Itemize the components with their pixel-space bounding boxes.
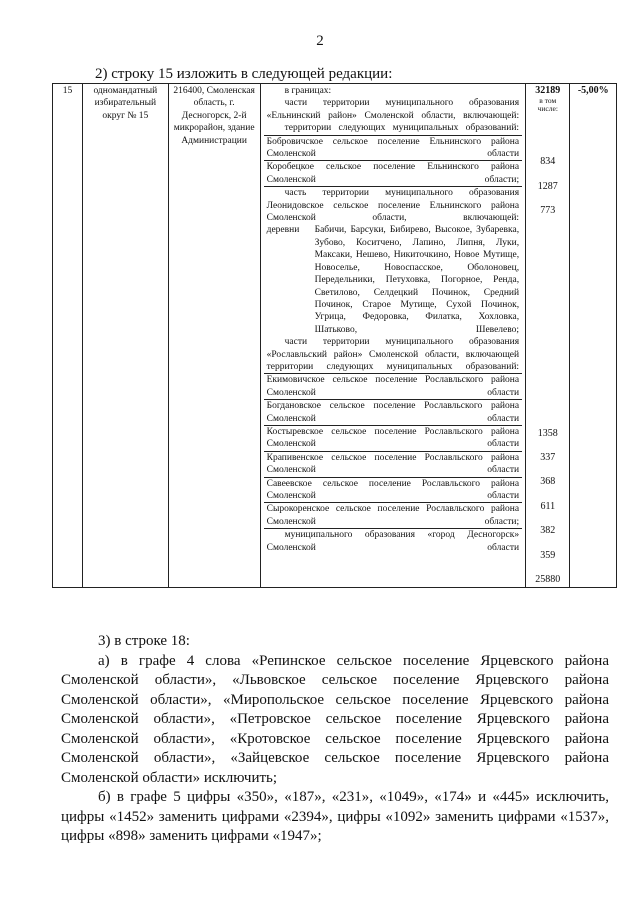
kostyrevskoe-settlement: Костыревское сельское поселение Рославльского района Смоленской области [264,425,522,451]
para-3-title: 3) в строке 18: [98,633,190,649]
amendment-intro: 2) строку 15 изложить в следующей редакции: [95,66,393,82]
krapivenskoe-count: 611 [540,500,556,512]
saveevskoe-count: 382 [540,525,556,537]
syrokorenskoe-settlement: Сырокоренское сельское поселение Рославльского района Смоленской области; [264,502,522,528]
korobetskoe-settlement: Коробецкое сельское поселение Ельнинского района Смоленской области; [264,160,522,186]
leonidovskoe-part: часть территории муниципального образования Леонидовское сельское поселение Ельнинского района Смоленской области, включающей: [264,186,522,224]
commission-address: 216400, Смоленская область, г. Десногорск, 2-й микрорайон, здание Администрации [168,84,260,588]
villages-list: Бабичи, Барсуки, Бибирево, Высокое, Зубаревка, Зубово, Коситчено, Лапино, Липня, Луки, Максаки, Нешево, Никиточкино, Новое Мутище, Новоселье, Новоспасское, Оболоновец, Передельники, Петуховка, Погорное, Ренда, Светилово, Селдецкий Починок, Средний Починок, Старое Мутище, Сухой Починок, Угрица, Федоровка, Филатка, Хохловка, Шатьково, Шевелево; [314,225,520,335]
bogdanovskoe-settlement: Богдановское сельское поселение Рославльского района Смоленской области [264,399,522,425]
krapivenskoe-settlement: Крапивенское сельское поселение Рославльского района Смоленской области [264,451,522,477]
total-voters: 32189 [535,85,561,96]
desnogorsk-municipality: муниципального образования «город Десногорск» Смоленской области [264,528,522,554]
table-row [53,84,617,588]
villages-label: деревни [266,225,300,236]
ekimovichskoe-count: 1358 [537,427,558,439]
desnogorsk-count: 25880 [535,574,561,586]
kostyrevskoe-count: 368 [540,476,556,488]
para-3b: б) в графе 5 цифры «350», «187», «231», «1049», «174» и «445» исключить, цифры «1452» заменить цифрами «2394», цифры «1092» заменить цифрами «1537», цифры «898» заменить цифрами «1947»; [61,789,609,844]
district-boundaries [260,84,525,588]
row-number: 15 [53,84,83,588]
deviation-percent: -5,00% [570,84,617,588]
district-table [52,83,617,588]
voter-counts [526,84,570,588]
page-number: 2 [316,33,324,49]
syrokorenskoe-count: 359 [540,549,556,561]
roslavlsky-part: части территории муниципального образования «Рославльский район» Смоленской области, включающей территории следующих муниципальных образований: [266,337,520,372]
district-name: одномандатный избирательный округ № 15 [82,84,168,588]
bobrovichskoe-count: 834 [540,156,556,168]
total-note: в том числе: [537,96,558,114]
elninsky-part-sub: территории следующих муниципальных образований: [284,123,520,134]
bogdanovskoe-count: 337 [540,452,556,464]
para-3a: а) в графе 4 слова «Репинское сельское поселение Ярцевского района Смоленской области», «Львовское сельское поселение Ярцевского района Смоленской области», «Миропольское сельское поселение Ярцевского района Смоленской области», «Петровское сельское поселение Ярцевского района Смоленской области», «Кротовское сельское поселение Ярцевского района Смоленской области», «Зайцевское сельское поселение Ярцевского района Смоленской области» исключить; [61,652,609,786]
leonidovskoe-count: 773 [540,205,556,217]
korobetskoe-count: 1287 [537,180,558,192]
bobrovichskoe-settlement: Бобровичское сельское поселение Ельнинского района Смоленской области [264,135,522,161]
saveevskoe-settlement: Савеевское сельское поселение Рославльского района Смоленской области [264,477,522,503]
elninsky-part: части территории муниципального образования «Ельнинский район» Смоленской области, включающей: [266,98,520,121]
para-3 [61,632,609,847]
villages-block [264,224,522,336]
boundaries-header: в границах: [284,86,332,96]
ekimovichskoe-settlement: Екимовичское сельское поселение Рославльского района Смоленской области [264,373,522,399]
